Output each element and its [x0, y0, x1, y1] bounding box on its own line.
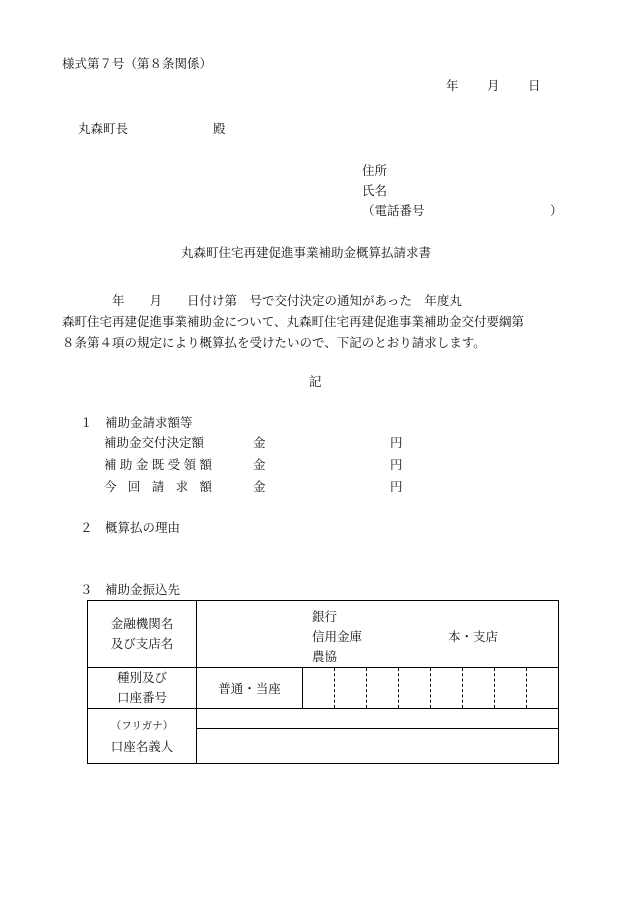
- account-digit-box[interactable]: [463, 668, 495, 709]
- section2-heading: ２ 概算払の理由: [80, 520, 181, 535]
- account-digit-box[interactable]: [527, 668, 559, 709]
- account-digit-box[interactable]: [399, 668, 431, 709]
- amount-label-current: 今回請求額: [104, 479, 212, 494]
- branch-type: 本・支店: [448, 629, 499, 644]
- holder-label-cell: [88, 709, 197, 764]
- account-digit-box[interactable]: [495, 668, 527, 709]
- amount-label-received: 補助金既受領額: [104, 457, 212, 472]
- bank-name-label: 金融機関名: [110, 616, 174, 631]
- amount-unit: 円: [390, 479, 403, 494]
- section1-heading: １ 補助金請求額等: [80, 415, 193, 430]
- account-type-field[interactable]: [197, 668, 303, 709]
- date-day-label: 日: [528, 78, 541, 93]
- amount-unit: 円: [390, 457, 403, 472]
- body-line: 森町住宅再建促進事業補助金について、丸森町住宅再建促進事業補助金交付要綱第: [62, 314, 525, 329]
- amount-unit: 円: [390, 435, 403, 450]
- applicant-name-label: 氏名: [362, 183, 388, 198]
- account-digit-box[interactable]: [335, 668, 367, 709]
- account-number-label: 口座番号: [116, 690, 167, 705]
- account-digit-box[interactable]: [431, 668, 463, 709]
- document-title: 丸森町住宅再建促進事業補助金概算払請求書: [181, 245, 432, 260]
- account-type-label: 種別及び: [116, 670, 167, 685]
- furigana-field[interactable]: [197, 709, 559, 729]
- account-digit-box[interactable]: [367, 668, 399, 709]
- applicant-phone-close: ）: [550, 203, 563, 218]
- institution-type: 農協: [312, 649, 338, 664]
- body-line: ８条第４項の規定により概算払を受けたいので、下記のとおり請求します。: [62, 335, 486, 350]
- body-line: 年 月 日付け第 号で交付決定の通知があった 年度丸: [62, 293, 462, 308]
- amount-label-decided: 補助金交付決定額: [104, 435, 205, 450]
- institution-type: 銀行: [312, 609, 338, 624]
- form-number: 様式第７号（第８条関係）: [62, 56, 213, 71]
- date-month-label: 月: [487, 78, 500, 93]
- furigana-label: （フリガナ）: [110, 720, 174, 732]
- account-holder-field[interactable]: [197, 729, 559, 764]
- addressee-name: 丸森町長: [78, 121, 129, 136]
- bank-transfer-table: [87, 600, 559, 764]
- account-digit-box[interactable]: [303, 668, 335, 709]
- request-body: [62, 290, 532, 353]
- amount-currency: 金: [253, 435, 266, 450]
- section3-heading: ３ 補助金振込先: [80, 582, 181, 597]
- applicant-phone-label: （電話番号: [362, 203, 425, 218]
- amount-currency: 金: [253, 479, 266, 494]
- ki-marker: 記: [309, 374, 322, 389]
- applicant-address-label: 住所: [362, 163, 388, 178]
- addressee-honorific: 殿: [213, 121, 226, 136]
- account-holder-label: 口座名義人: [110, 739, 174, 754]
- date-year-label: 年: [446, 78, 459, 93]
- bank-name-field[interactable]: [197, 601, 559, 668]
- amount-currency: 金: [253, 457, 266, 472]
- institution-type: 信用金庫: [312, 629, 363, 644]
- account-label-cell: [88, 668, 197, 709]
- institution-type-options: [312, 607, 362, 667]
- branch-name-label: 及び支店名: [110, 636, 174, 651]
- account-type-options: 普通・当座: [218, 681, 281, 696]
- bank-name-label-cell: [88, 601, 197, 668]
